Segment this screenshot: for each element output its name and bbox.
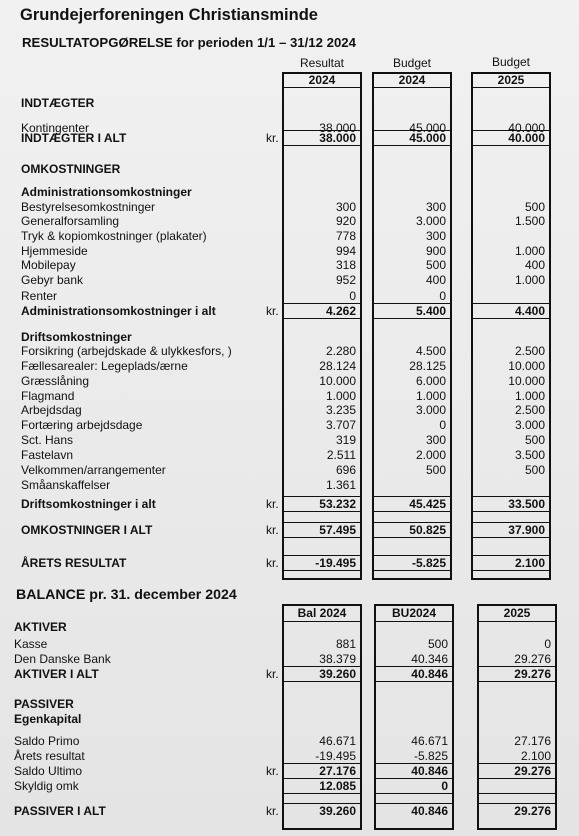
income-cell: 2.500: [514, 403, 545, 417]
row-separator: [282, 555, 362, 556]
income-cell: 500: [524, 433, 545, 447]
balance-cell: 38.379: [319, 652, 356, 666]
income-cell: 500: [524, 200, 545, 214]
row-separator: [282, 496, 362, 497]
row-separator: [282, 803, 362, 804]
row-separator: [282, 303, 362, 304]
balance-cell: 0: [441, 779, 448, 793]
income-row-label: ÅRETS RESULTAT: [21, 556, 127, 570]
currency-label: kr.: [266, 764, 279, 778]
row-separator: [471, 145, 551, 146]
balance-cell: 29.276: [514, 667, 551, 681]
income-row-label: OMKOSTNINGER I ALT: [21, 523, 153, 537]
income-cell: 1.361: [325, 478, 356, 492]
balance-cell: 40.846: [411, 804, 448, 818]
income-row-label: OMKOSTNINGER: [21, 162, 121, 176]
income-cell: 28.124: [319, 359, 356, 373]
balance-cell: 881: [335, 637, 356, 651]
row-separator: [372, 303, 452, 304]
income-column-year: 2024: [372, 72, 452, 88]
income-cell: 3.707: [325, 418, 356, 432]
income-row-label: Administrationsomkostninger i alt: [21, 304, 216, 318]
income-cell: -19.495: [315, 556, 356, 570]
row-separator: [471, 318, 551, 319]
balance-cell: 40.346: [411, 652, 448, 666]
income-cell: 900: [425, 244, 446, 258]
income-cell: 57.495: [319, 523, 356, 537]
income-cell: 40.000: [508, 131, 545, 145]
row-separator: [372, 522, 452, 523]
income-cell: 300: [425, 433, 446, 447]
balance-cell: 40.846: [411, 764, 448, 778]
balance-cell: 29.276: [514, 764, 551, 778]
income-cell: 3.235: [325, 403, 356, 417]
row-separator: [477, 793, 557, 794]
row-separator: [282, 522, 362, 523]
income-cell: 2.280: [325, 344, 356, 358]
income-row-label: Kontingenter: [21, 121, 90, 135]
currency-label: kr.: [266, 667, 279, 681]
balance-cell: 2.100: [520, 749, 551, 763]
row-separator: [282, 570, 362, 571]
income-row-label: Generalforsamling: [21, 214, 120, 228]
currency-label: kr.: [266, 497, 279, 511]
row-separator: [372, 555, 452, 556]
income-cell: 6.000: [415, 374, 446, 388]
row-separator: [374, 681, 454, 682]
income-cell: 778: [335, 229, 356, 243]
row-separator: [282, 666, 362, 667]
balance-column-header: Bal 2024: [282, 604, 362, 622]
balance-cell: 39.260: [319, 804, 356, 818]
income-cell: 920: [335, 214, 356, 228]
income-cell: 33.500: [508, 497, 545, 511]
row-separator: [471, 130, 551, 131]
income-row-label: Tryk & kopiomkostninger (plakater): [21, 229, 207, 243]
income-statement-title: RESULTATOPGØRELSE for perioden 1/1 – 31/12 2024: [22, 35, 356, 50]
income-cell: 1.000: [514, 273, 545, 287]
balance-cell: 40.846: [411, 667, 448, 681]
income-cell: 10.000: [508, 359, 545, 373]
row-separator: [282, 763, 362, 764]
balance-cell: 46.671: [319, 734, 356, 748]
income-cell: 2.100: [514, 556, 545, 570]
row-separator: [282, 511, 362, 512]
balance-cell: 39.260: [319, 667, 356, 681]
balance-row-label: PASSIVER: [14, 697, 74, 711]
org-title: Grundejerforeningen Christiansminde: [20, 6, 318, 24]
income-cell: 10.000: [319, 374, 356, 388]
income-cell: 1.000: [325, 389, 356, 403]
row-separator: [477, 763, 557, 764]
balance-row-label: Den Danske Bank: [14, 652, 111, 666]
balance-row-label: Saldo Ultimo: [14, 764, 83, 778]
income-cell: 2.511: [326, 448, 356, 462]
row-separator: [374, 763, 454, 764]
income-cell: 50.825: [409, 523, 446, 537]
income-cell: 300: [335, 200, 356, 214]
income-cell: 40.000: [508, 121, 545, 135]
currency-label: kr.: [266, 131, 279, 145]
row-separator: [477, 778, 557, 779]
income-cell: 45.425: [409, 497, 446, 511]
income-cell: 1.500: [514, 214, 545, 228]
balance-cell: 0: [544, 637, 551, 651]
income-cell: 4.262: [325, 304, 356, 318]
income-cell: 500: [425, 258, 446, 272]
income-row-label: Fortæring arbejdsdage: [21, 418, 143, 432]
balance-cell: 500: [427, 637, 448, 651]
income-cell: 1.000: [514, 244, 545, 258]
balance-cell: 29.276: [514, 652, 551, 666]
income-cell: 994: [335, 244, 356, 258]
balance-row-label: Egenkapital: [14, 712, 82, 726]
income-cell: 2.500: [514, 344, 545, 358]
income-cell: 696: [335, 463, 356, 477]
income-cell: 2.000: [415, 448, 446, 462]
income-cell: 1.000: [415, 389, 446, 403]
row-separator: [372, 145, 452, 146]
income-row-label: Forsikring (arbejdskade & ulykkesfors, ): [21, 344, 232, 358]
row-separator: [372, 318, 452, 319]
income-column-header: Budget: [392, 56, 432, 70]
row-separator: [374, 803, 454, 804]
income-column-header: Budget: [491, 55, 531, 69]
row-separator: [372, 537, 452, 538]
currency-label: kr.: [266, 556, 279, 570]
row-separator: [282, 130, 362, 131]
income-cell: 4.400: [514, 304, 545, 318]
balance-row-label: AKTIVER I ALT: [14, 667, 99, 681]
income-row-label: Småanskaffelser: [21, 478, 111, 492]
income-cell: 1.000: [514, 389, 545, 403]
row-separator: [282, 145, 362, 146]
income-cell: 37.900: [508, 523, 545, 537]
income-row-label: Græsslåning: [21, 374, 90, 388]
currency-label: kr.: [266, 523, 279, 537]
row-separator: [477, 803, 557, 804]
row-separator: [471, 303, 551, 304]
income-column-header: Resultat: [299, 56, 345, 70]
currency-label: kr.: [266, 304, 279, 318]
income-cell: 319: [335, 433, 356, 447]
balance-cell: 27.176: [319, 764, 356, 778]
income-row-label: Mobilepay: [21, 258, 76, 272]
row-separator: [471, 522, 551, 523]
row-separator: [471, 511, 551, 512]
balance-cell: 46.671: [411, 734, 448, 748]
balance-column-header: 2025: [477, 604, 557, 622]
income-cell: 3.500: [514, 448, 545, 462]
balance-row-label: PASSIVER I ALT: [14, 804, 106, 818]
income-row-label: Arbejdsdag: [21, 403, 82, 417]
income-cell: 4.500: [415, 344, 446, 358]
balance-cell: 29.276: [514, 804, 551, 818]
row-separator: [471, 555, 551, 556]
income-cell: 400: [425, 273, 446, 287]
income-cell: 300: [425, 200, 446, 214]
income-cell: 45.000: [409, 121, 446, 135]
row-separator: [471, 496, 551, 497]
balance-row-label: Årets resultat: [14, 749, 85, 763]
row-separator: [372, 511, 452, 512]
income-cell: 53.232: [319, 497, 356, 511]
income-row-label: INDTÆGTER I ALT: [21, 131, 127, 145]
row-separator: [477, 666, 557, 667]
currency-label: kr.: [266, 804, 279, 818]
balance-row-label: Saldo Primo: [14, 734, 80, 748]
balance-column-header: BU2024: [374, 604, 454, 622]
income-row-label: Administrationsomkostninger: [21, 185, 192, 199]
row-separator: [282, 793, 362, 794]
row-separator: [282, 537, 362, 538]
row-separator: [282, 318, 362, 319]
income-cell: 952: [335, 273, 356, 287]
balance-cell: 27.176: [514, 734, 551, 748]
income-cell: 10.000: [508, 374, 545, 388]
income-cell: 318: [335, 258, 356, 272]
income-row-label: Fastelavn: [21, 448, 74, 462]
income-row-label: Renter: [21, 289, 58, 303]
balance-cell: -19.495: [315, 749, 356, 763]
income-cell: 0: [349, 289, 356, 303]
income-row-label: Gebyr bank: [21, 273, 84, 287]
row-separator: [471, 570, 551, 571]
income-row-label: Flagmand: [21, 389, 75, 403]
income-cell: 28.125: [409, 359, 446, 373]
income-row-label: Sct. Hans: [21, 433, 74, 447]
income-cell: 38.000: [319, 131, 356, 145]
income-column-year: 2024: [282, 72, 362, 88]
balance-cell: -5.825: [413, 749, 448, 763]
income-cell: 300: [425, 229, 446, 243]
income-row-label: Fællesarealer: Legeplads/ærne: [21, 359, 188, 373]
row-separator: [477, 681, 557, 682]
row-separator: [374, 666, 454, 667]
income-cell: 3.000: [514, 418, 545, 432]
income-row-label: INDTÆGTER: [21, 96, 95, 110]
income-cell: 3.000: [415, 214, 446, 228]
row-separator: [372, 570, 452, 571]
income-cell: 500: [425, 463, 446, 477]
income-cell: 45.000: [409, 131, 446, 145]
income-cell: 5.400: [415, 304, 446, 318]
income-cell: 38.000: [319, 121, 356, 135]
row-separator: [471, 537, 551, 538]
row-separator: [372, 496, 452, 497]
balance-row-label: Kasse: [14, 637, 48, 651]
income-cell: 0: [439, 418, 446, 432]
row-separator: [372, 130, 452, 131]
income-row-label: Hjemmeside: [21, 244, 88, 258]
income-cell: -5.825: [411, 556, 446, 570]
row-separator: [282, 681, 362, 682]
income-cell: 0: [439, 289, 446, 303]
balance-cell: 12.085: [319, 779, 356, 793]
income-column-year: 2025: [471, 72, 551, 88]
income-row-label: Driftsomkostninger: [21, 330, 132, 344]
income-cell: 500: [524, 463, 545, 477]
income-row-label: Bestyrelsesomkostninger: [21, 200, 156, 214]
income-row-label: Velkommen/arrangementer: [21, 463, 166, 477]
balance-title: BALANCE pr. 31. december 2024: [16, 587, 237, 603]
income-cell: 400: [524, 258, 545, 272]
balance-row-label: Skyldig omk: [14, 779, 79, 793]
row-separator: [374, 793, 454, 794]
income-cell: 3.000: [415, 403, 446, 417]
income-row-label: Driftsomkostninger i alt: [21, 497, 156, 511]
balance-row-label: AKTIVER: [14, 620, 67, 634]
